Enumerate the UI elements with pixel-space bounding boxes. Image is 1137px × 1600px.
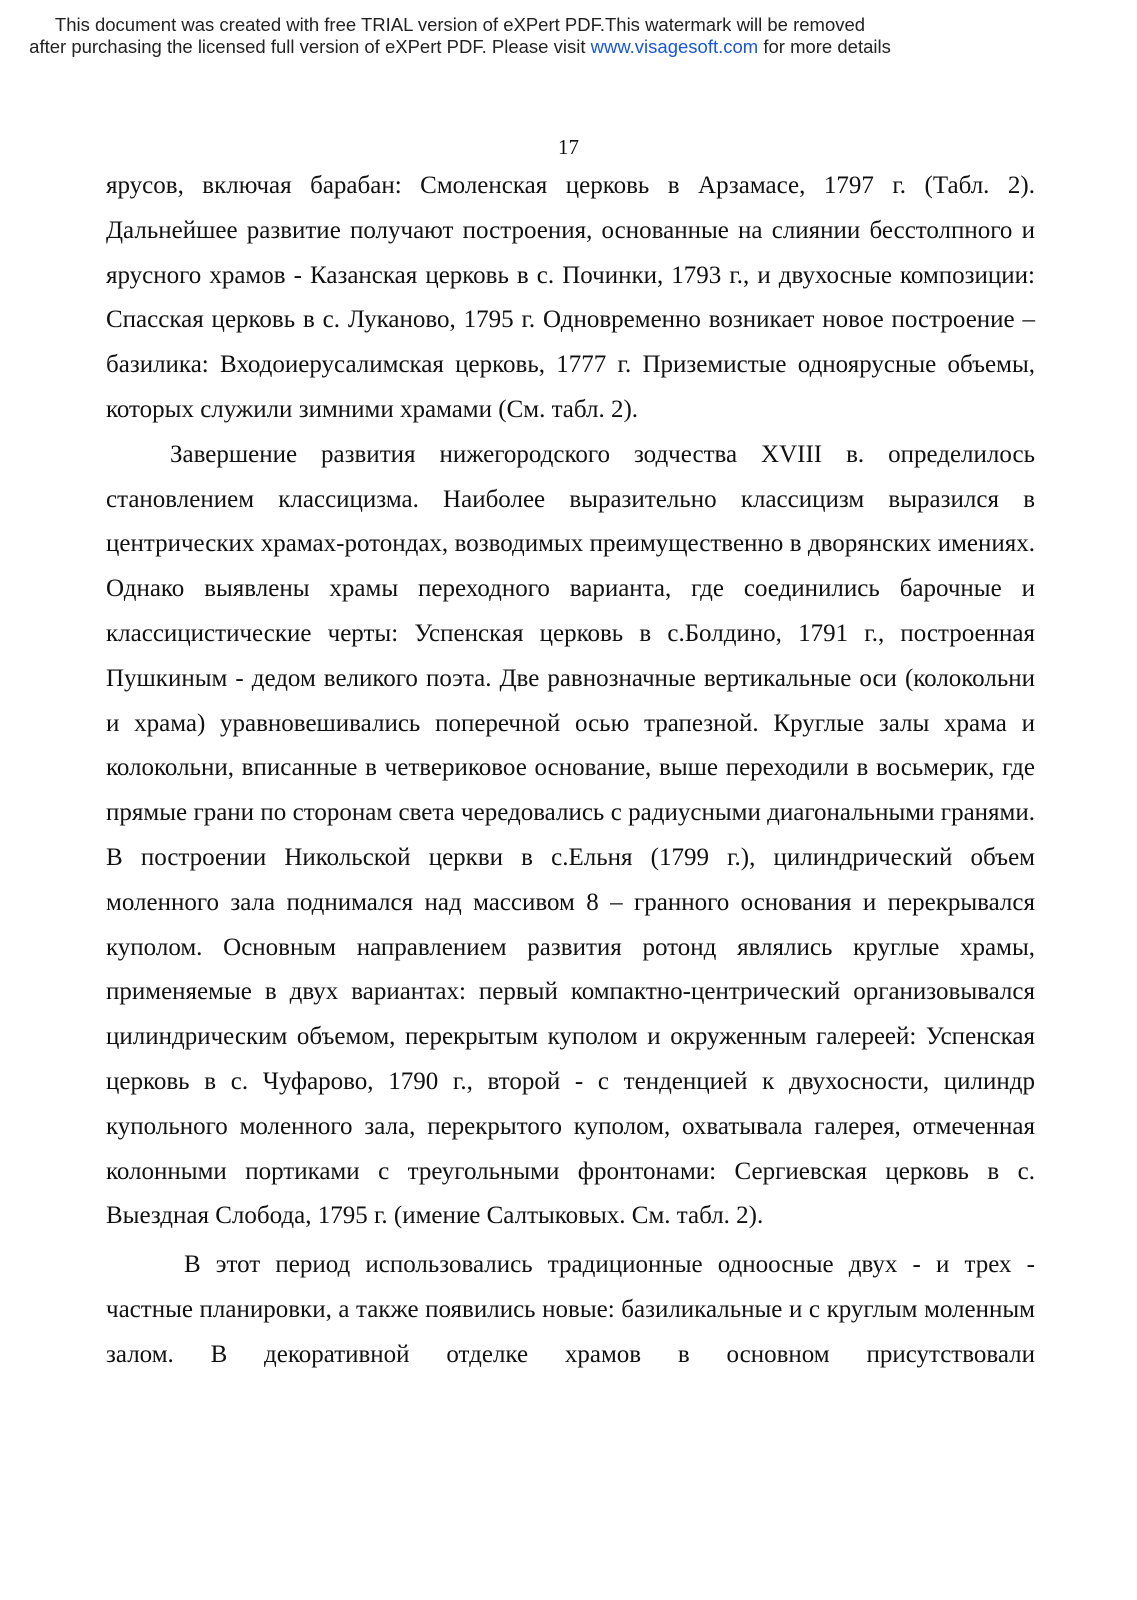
document-body — [106, 164, 1035, 1378]
watermark-line-2-prefix: after purchasing the licensed full version of eXPert PDF. Please visit — [29, 36, 591, 57]
trial-watermark — [0, 14, 920, 58]
paragraph-2: Завершение развития нижегородского зодчества XVIII в. определилось становлением классицизма. Наиболее выразительно классицизм выразился в центрических храмах-ротондах, возводимых преимущественно в дворянских имениях. Однако выявлены храмы переходного варианта, где соединились барочные и классицистические черты: Успенская церковь в с.Болдино, 1791 г., построенная Пушкиным - дедом великого поэта. Две равнозначные вертикальные оси (колокольни и храма) уравновешивались поперечной осью трапезной. Круглые залы храма и колокольни, вписанные в четвериковое основание, выше переходили в восьмерик, где прямые грани по сторонам света чередовались с радиусными диагональными гранями. В построении Никольской церкви в с.Ельня (1799 г.), цилиндрический объем моленного зала поднимался над массивом 8 – гранного основания и перекрывался куполом. Основным направлением развития ротонд являлись круглые храмы, применяемые в двух вариантах: первый компактно-центрический организовывался цилиндрическим объемом, перекрытым куполом и окруженным галереей: Успенская церковь в с. Чуфарово, 1790 г., второй - с тенденцией к двухосности, цилиндр купольного моленного зала, перекрытого куполом, охватывала галерея, отмеченная колонными портиками с треугольными фронтонами: Сергиевская церковь в с. Выездная Слобода, 1795 г. (имение Салтыковых. См. табл. 2). — [106, 440, 1035, 1230]
watermark-line-2 — [0, 36, 920, 58]
paragraph-1: ярусов, включая барабан: Смоленская церковь в Арзамасе, 1797 г. (Табл. 2). Дальнейшее развитие получают построения, основанные на слиянии бесстолпного и ярусного храмов - Казанская церковь в с. Починки, 1793 г., и двухосные композиции: Спасская церковь в с. Луканово, 1795 г. Одновременно возникает новое построение – базилика: Входоиерусалимская церковь, 1777 г. Приземистые одноярусные объемы, которых служили зимними храмами (См. табл. 2). — [106, 172, 1035, 423]
paragraph-3: В этот период использовались традиционные одноосные двух - и трех - частные планировки, а также появились новые: базиликальные и с круглым моленным залом. В декоративной отделке храмов в основном присутствовали — [106, 1251, 1035, 1368]
watermark-line-2-suffix: for more details — [758, 36, 891, 57]
watermark-line-1: This document was created with free TRIAL version of eXPert PDF.This watermark will be removed — [54, 14, 866, 35]
watermark-link[interactable]: www.visagesoft.com — [590, 36, 759, 57]
page-number: 17 — [558, 135, 579, 159]
